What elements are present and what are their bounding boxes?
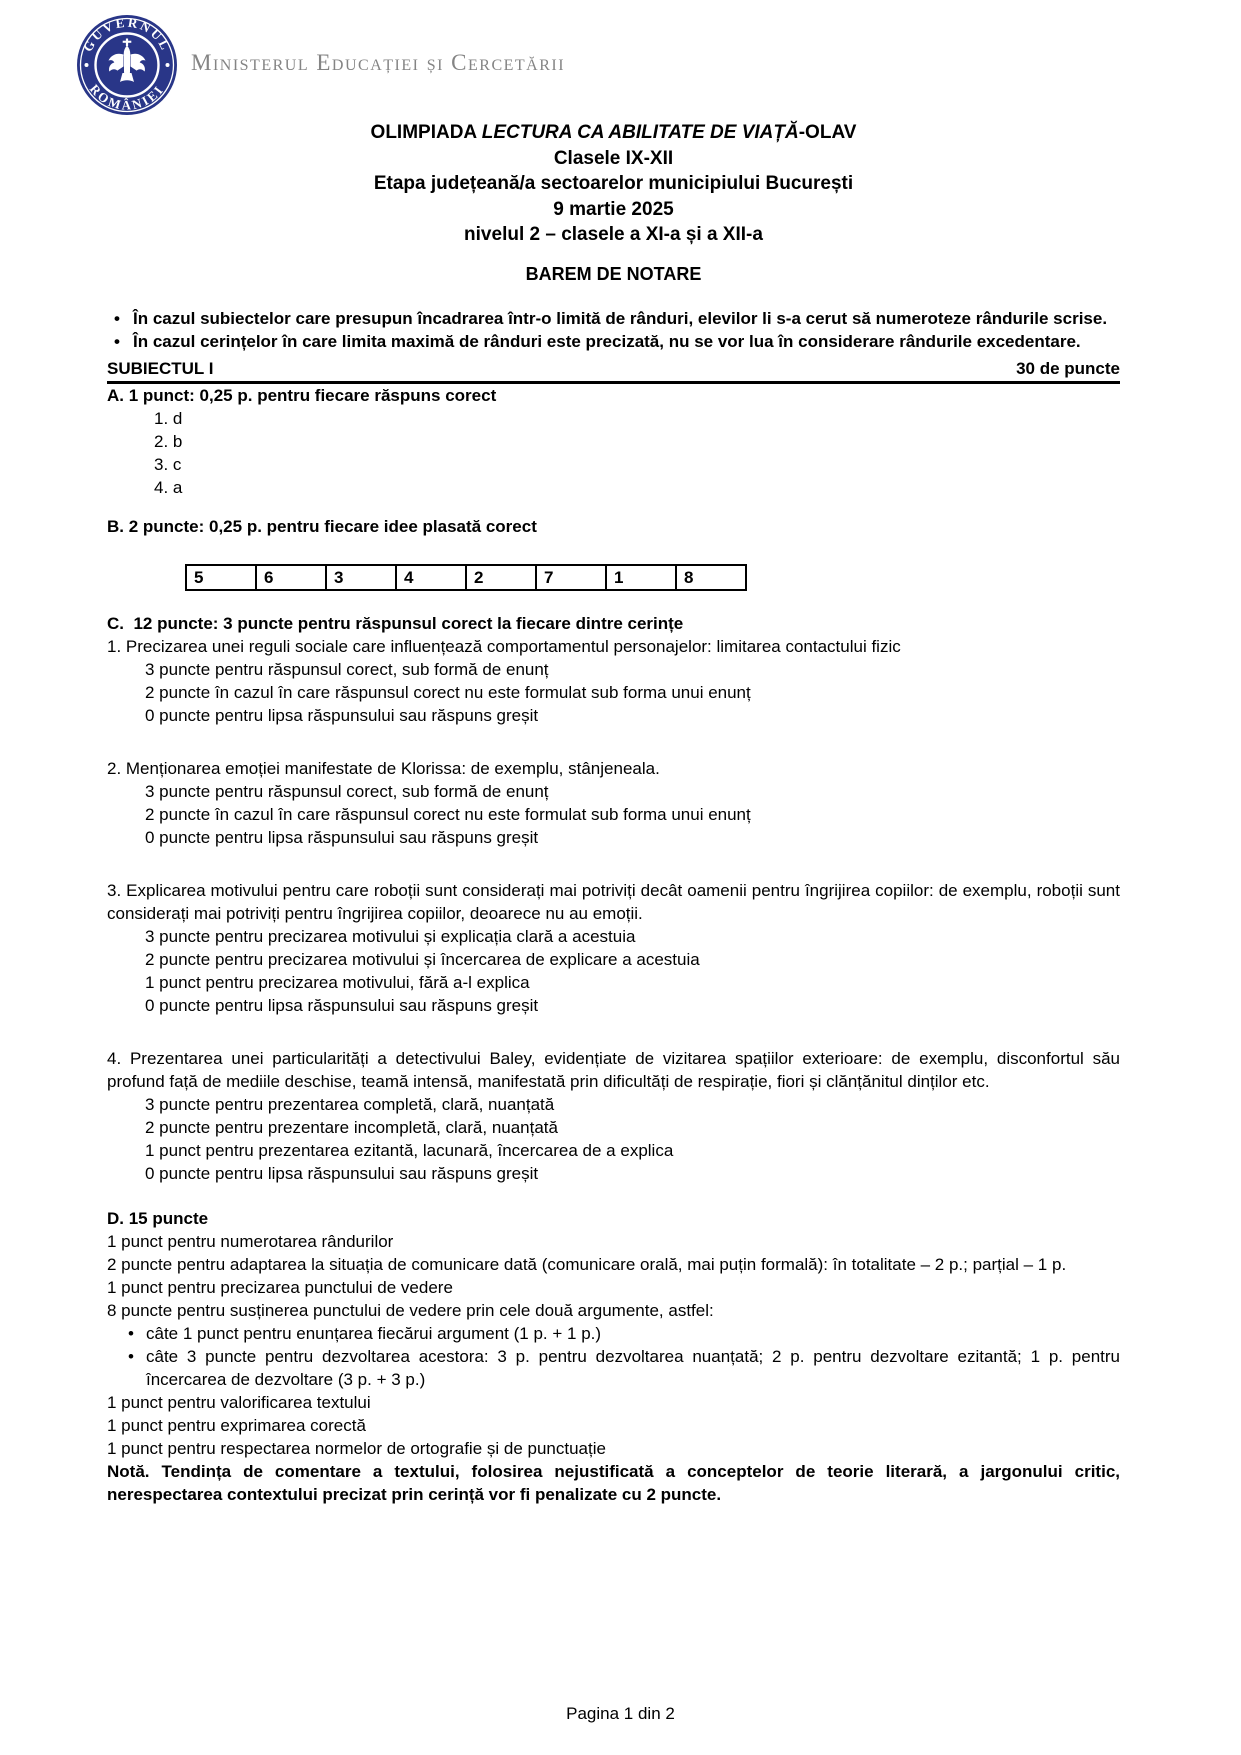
answer-order-table <box>185 564 747 591</box>
c-item-1-text: 1. Precizarea unei reguli sociale care influențează comportamentul personajelor: limitarea contactului fizic <box>107 636 901 656</box>
c-item-4-text: 4. Prezentarea unei particularități a detectivului Baley, evidențiate de vizitarea spațiilor exterioare: de exemplu, disconfortul său profund față de mediile deschise, teamă intensă, manifestată prin dificultăți de respirație, fiori și clănțănitul dinților etc. <box>107 1048 1120 1091</box>
section-a <box>107 384 1120 499</box>
svg-text:ROMÂNIEI: ROMÂNIEI <box>86 81 168 113</box>
note-item: • În cazul subiectelor care presupun încadrarea într-o limită de rânduri, elevilor li s-a cerut să numeroteze rândurile scrise. <box>114 308 1108 328</box>
table-cell: 2 <box>466 565 536 590</box>
c-item-2-text: 2. Menționarea emoției manifestate de Klorissa: de exemplu, stânjeneala. <box>107 758 660 778</box>
answer-item: 2. b <box>154 431 183 451</box>
general-notes-list <box>107 307 1120 353</box>
criterion: 3 puncte pentru precizarea motivului și explicația clară a acestuia <box>145 926 636 946</box>
c-item-1-criteria <box>145 658 1120 727</box>
penalty-note: Notă. Tendința de comentare a textului, folosirea nejustificată a conceptelor de teorie literară, a jargonului critic, nerespectarea contextului precizat prin cerință vor fi penalizate cu 2 puncte. <box>107 1461 1120 1504</box>
title-block <box>107 120 1120 248</box>
subject-title: SUBIECTUL I <box>107 358 214 378</box>
table-row <box>186 565 746 590</box>
c-item-4-criteria <box>145 1093 1120 1185</box>
d-line: 1 punct pentru valorificarea textului <box>107 1392 371 1412</box>
bullet-icon: • <box>128 1346 134 1366</box>
c-item-3-text: 3. Explicarea motivului pentru care roboții sunt considerați mai potriviți decât oamenii pentru îngrijirea copiilor: de exemplu, roboții sunt considerați mai potriviți pentru îngrijirea copiilor, deoarece nu au emoții. <box>107 880 1120 923</box>
table-cell: 3 <box>326 565 396 590</box>
svg-text:GUVERNUL: GUVERNUL <box>79 15 175 55</box>
criterion: 3 puncte pentru prezentarea completă, clară, nuanțată <box>145 1094 555 1114</box>
section-b-heading: B. 2 puncte: 0,25 p. pentru fiecare idee plasată corect <box>107 516 537 536</box>
d-line: 1 punct pentru numerotarea rândurilor <box>107 1231 394 1251</box>
criterion: 0 puncte pentru lipsa răspunsului sau răspuns greșit <box>145 705 539 725</box>
criterion: 1 punct pentru precizarea motivului, fără a-l explica <box>145 972 530 992</box>
government-of-romania-seal-icon <box>77 15 177 115</box>
note-item: • În cazul cerințelor în care limita maximă de rânduri este precizată, nu se vor lua în considerare rândurile excedentare. <box>114 331 1081 351</box>
c-item-3 <box>107 879 1120 1017</box>
d-line: 8 puncte pentru susținerea punctului de vedere prin cele două argumente, astfel: <box>107 1300 714 1320</box>
section-d <box>107 1207 1120 1506</box>
title-line-5: nivelul 2 – clasele a XI-a și a XII-a <box>464 224 763 245</box>
ministry-name: Ministerul Educației și Cercetării <box>191 50 566 75</box>
bullet-icon: • <box>114 308 120 328</box>
criterion: 2 puncte în cazul în care răspunsul corect nu este formulat sub forma unui enunț <box>145 682 751 702</box>
d-bullet-item: • câte 1 punct pentru enunțarea fiecărui argument (1 p. + 1 p.) <box>128 1323 602 1343</box>
d-bullet-list <box>107 1322 1120 1391</box>
criterion: 0 puncte pentru lipsa răspunsului sau răspuns greșit <box>145 827 539 847</box>
d-line: 2 puncte pentru adaptarea la situația de comunicare dată (comunicare orală, mai puțin formală): în totalitate – 2 p.; parțial – 1 p. <box>107 1254 1067 1274</box>
criterion: 2 puncte în cazul în care răspunsul corect nu este formulat sub forma unui enunț <box>145 804 751 824</box>
c-item-1 <box>107 635 1120 727</box>
criterion: 3 puncte pentru răspunsul corect, sub formă de enunț <box>145 659 549 679</box>
d-line: 1 punct pentru exprimarea corectă <box>107 1415 366 1435</box>
subject-header-row <box>107 357 1120 384</box>
c-item-2-criteria <box>145 780 1120 849</box>
bullet-icon: • <box>114 331 120 351</box>
section-c <box>107 612 1120 1185</box>
criterion: 0 puncte pentru lipsa răspunsului sau răspuns greșit <box>145 995 539 1015</box>
d-line: 1 punct pentru respectarea normelor de ortografie și de punctuație <box>107 1438 606 1458</box>
table-cell: 4 <box>396 565 466 590</box>
answer-item: 1. d <box>154 408 183 428</box>
table-cell: 1 <box>606 565 676 590</box>
d-bullet-item: • câte 3 puncte pentru dezvoltarea acestora: 3 p. pentru dezvoltarea nuanțată; 2 p. pentru dezvoltare ezitantă; 1 p. pentru încercarea de dezvoltare (3 p. + 3 p.) <box>128 1346 1120 1389</box>
section-b <box>107 515 1120 591</box>
title-line-2: Clasele IX-XII <box>553 147 674 169</box>
section-a-answers <box>154 407 1120 499</box>
criterion: 0 puncte pentru lipsa răspunsului sau răspuns greșit <box>145 1163 539 1183</box>
c-item-3-criteria <box>145 925 1120 1017</box>
barem-heading: BAREM DE NOTARE <box>525 263 702 284</box>
bullet-icon: • <box>128 1323 134 1343</box>
d-line: 1 punct pentru precizarea punctului de vedere <box>107 1277 453 1297</box>
title-line-1: OLIMPIADA LECTURA CA ABILITATE DE VIAȚĂ-OLAV <box>370 122 857 143</box>
criterion: 2 puncte pentru precizarea motivului și încercarea de explicare a acestuia <box>145 949 700 969</box>
page-number: Pagina 1 din 2 <box>566 1704 675 1723</box>
title-line-3: Etapa județeană/a sectoarelor municipiului București <box>373 173 854 194</box>
subject-points: 30 de puncte <box>1016 358 1120 378</box>
criterion: 3 puncte pentru răspunsul corect, sub formă de enunț <box>145 781 549 801</box>
table-cell: 8 <box>676 565 746 590</box>
title-line-4: 9 martie 2025 <box>553 198 674 220</box>
page-header <box>79 13 1120 115</box>
table-cell: 7 <box>536 565 606 590</box>
c-item-4 <box>107 1047 1120 1185</box>
answer-item: 3. c <box>154 454 182 474</box>
table-cell: 5 <box>186 565 256 590</box>
c-item-2 <box>107 757 1120 849</box>
section-c-heading: C. 12 puncte: 3 puncte pentru răspunsul corect la fiecare dintre cerințe <box>107 613 684 633</box>
table-cell: 6 <box>256 565 326 590</box>
section-d-heading: D. 15 puncte <box>107 1208 209 1228</box>
criterion: 2 puncte pentru prezentare incompletă, clară, nuanțată <box>145 1117 558 1137</box>
section-a-heading: A. 1 punct: 0,25 p. pentru fiecare răspuns corect <box>107 385 497 405</box>
answer-item: 4. a <box>154 477 183 497</box>
criterion: 1 punct pentru prezentarea ezitantă, lacunară, încercarea de a explica <box>145 1140 674 1160</box>
